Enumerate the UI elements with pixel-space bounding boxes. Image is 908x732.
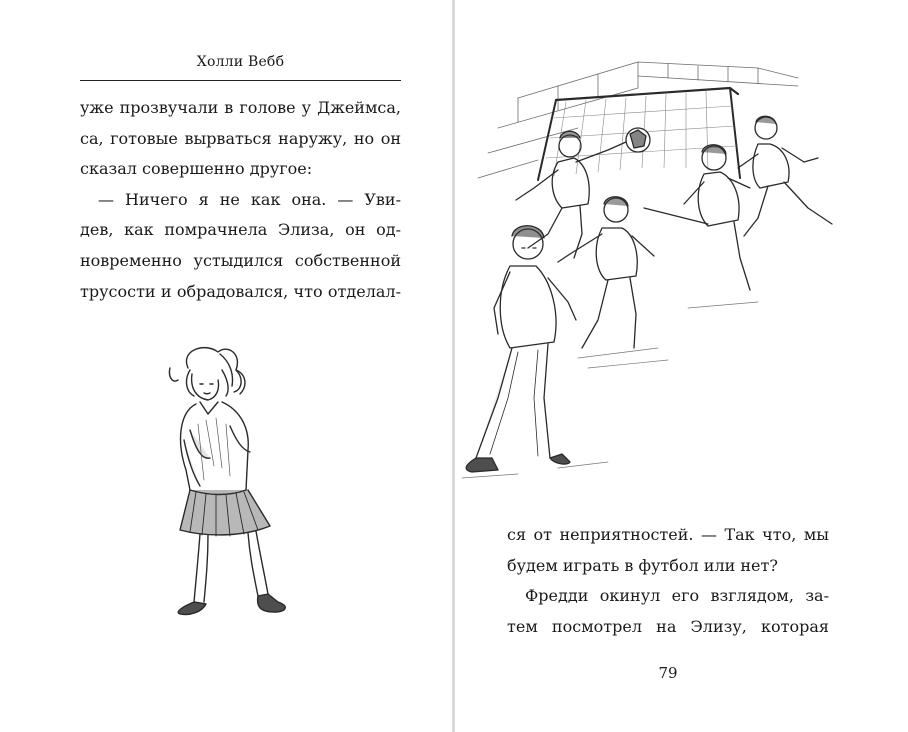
- girl-walking-illustration: [150, 340, 310, 625]
- text-line: тем посмотрел на Элизу, которая: [507, 616, 829, 636]
- text-line: — Ничего я не как она. — Уви-: [98, 189, 401, 209]
- text-line: уже прозвучали в голове у Джеймса,: [80, 98, 401, 117]
- right-page-text: [507, 520, 829, 642]
- page-number: 79: [658, 664, 678, 682]
- book-gutter: [452, 0, 455, 732]
- text-line: новременно устыдился собственной: [80, 250, 401, 270]
- running-head: Холли Вебб: [196, 54, 285, 70]
- text-line: дев, как помрачнела Элиза, он од-: [80, 220, 401, 240]
- left-page-text: [80, 93, 401, 307]
- running-head-rule: [80, 80, 401, 81]
- text-line: будем играть в футбол или нет?: [507, 555, 778, 575]
- text-line: сказал совершенно другое:: [80, 159, 313, 179]
- text-line: са, готовые вырваться наружу, но он: [80, 128, 401, 148]
- text-line: трусости и обрадовался, что отделал-: [80, 281, 401, 301]
- boys-playing-football-illustration: [458, 58, 853, 488]
- text-line: Фредди окинул его взглядом, за-: [525, 586, 829, 606]
- text-line: ся от неприятностей. — Так что, мы: [507, 525, 829, 544]
